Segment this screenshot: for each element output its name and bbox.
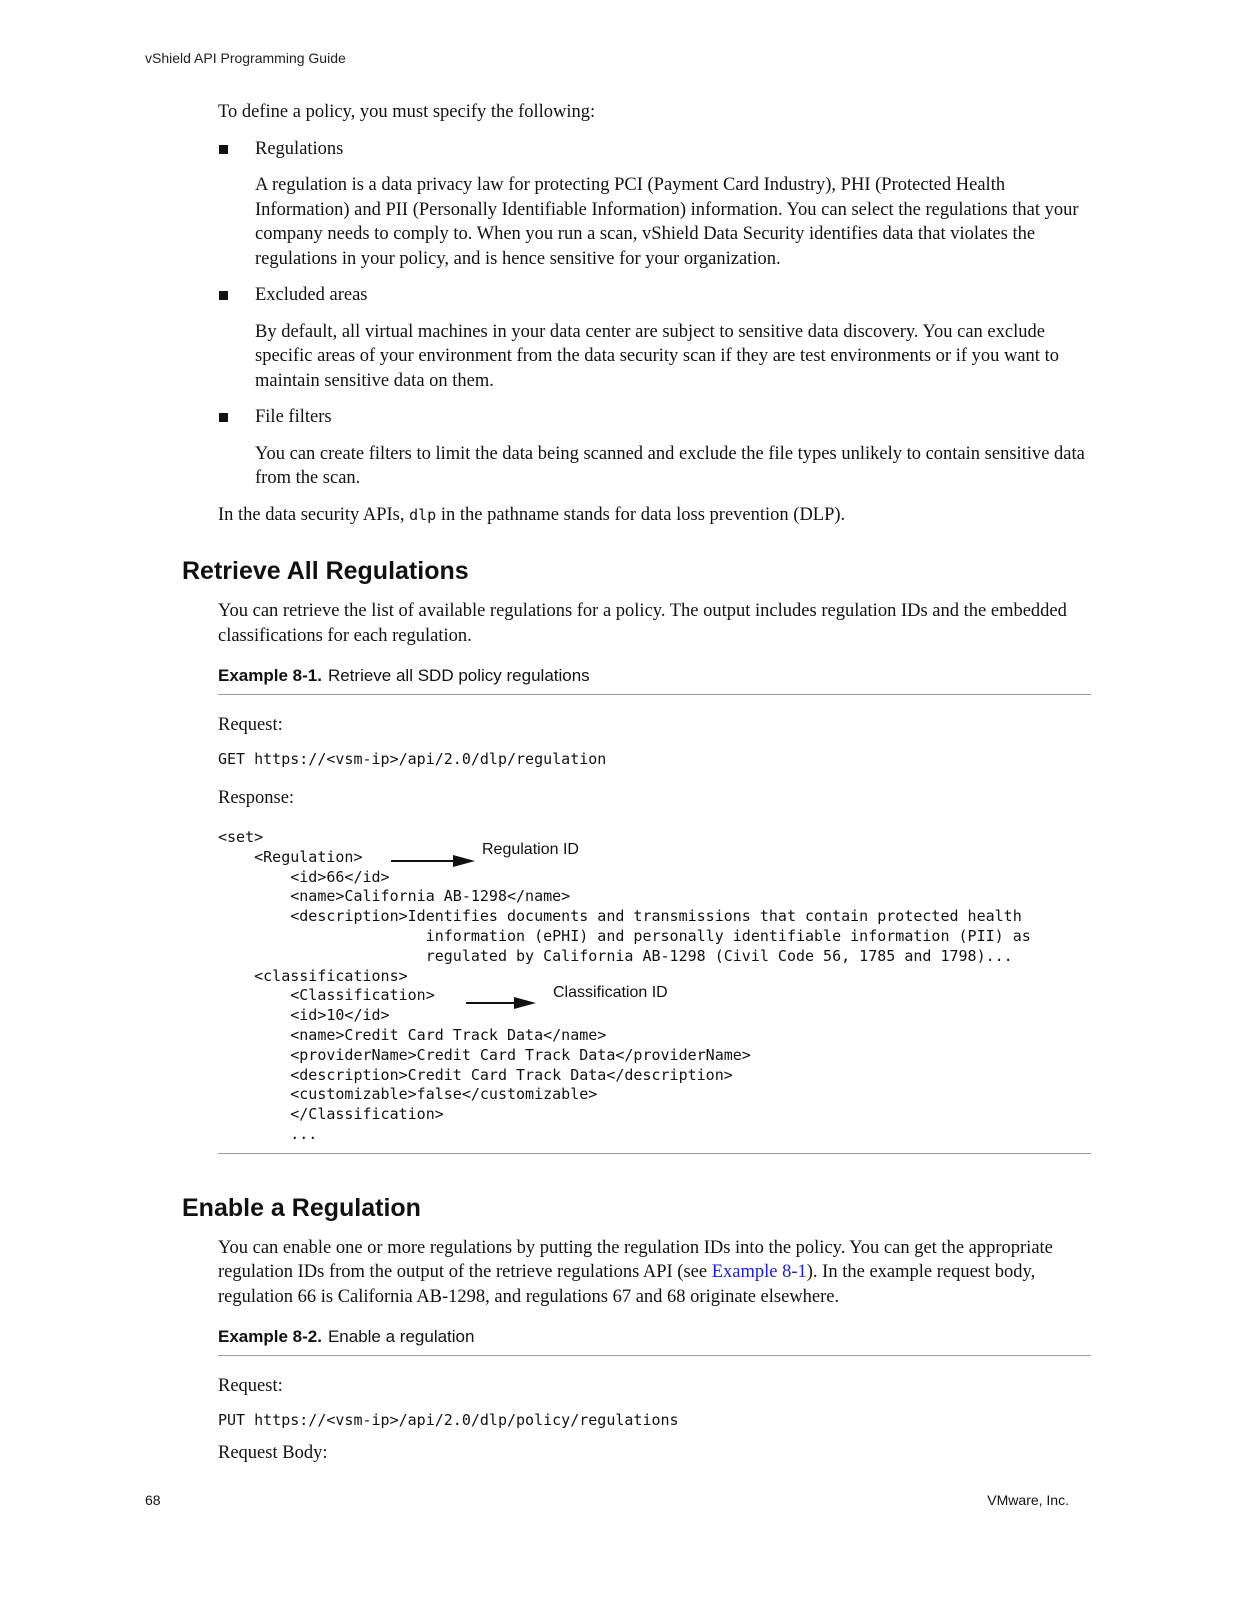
request-line: GET https://<vsm-ip>/api/2.0/dlp/regulation	[218, 749, 607, 768]
dlp-note-after: in the pathname stands for data loss prevention (DLP).	[436, 504, 846, 525]
dlp-note-before: In the data security APIs,	[218, 504, 410, 525]
bullet-body: A regulation is a data privacy law for protecting PCI (Payment Card Industry), PHI (Protected Health Information) and PII (Personally Identifiable Information) information. You can select the regulations that your company needs to comply to. When you run a scan, vShield Data Security identifies data that violates the regulations in your policy, and is hence sensitive for your organization.	[255, 175, 1079, 269]
request-line: PUT https://<vsm-ip>/api/2.0/dlp/policy/regulations	[218, 1410, 679, 1429]
arrow-icon	[391, 854, 477, 868]
bullet-item-file-filters	[218, 405, 1091, 430]
intro-paragraph: To define a policy, you must specify the following:	[218, 102, 596, 122]
section-body: You can retrieve the list of available regulations for a policy. The output includes regulation IDs and the embedded classifications for each regulation.	[218, 601, 1067, 646]
bullet-item-excluded-areas	[218, 283, 1091, 308]
body-text: You can enable one or more regulations by putting the regulation IDs into the policy. You can get the appropriate regulation IDs from the output of the retrieve regulations API (see	[218, 1237, 1053, 1283]
bullet-body: You can create filters to limit the data being scanned and exclude the file types unlikely to contain sensitive data from the scan.	[255, 443, 1085, 488]
request-label: Request:	[218, 1376, 283, 1397]
footer-company: VMware, Inc.	[987, 1492, 1069, 1508]
callout-classification-id: Classification ID	[553, 984, 668, 1001]
request-label: Request:	[218, 715, 283, 735]
request-body-label: Request Body:	[218, 1442, 328, 1463]
page-content	[182, 100, 1091, 1465]
bullet-body: By default, all virtual machines in your data center are subject to sensitive data discovery. You can exclude specific areas of your environment from the data security scan if they are test environments or if you want to maintain sensitive data on them.	[255, 321, 1059, 391]
running-header: vShield API Programming Guide	[145, 50, 346, 66]
body-text: ). In the example request body, regulation 66 is California AB-1298, and regulations 67 and 68 originate elsewhere.	[218, 1262, 1036, 1307]
response-code: <set> <Regulation> <id>66</id> <name>California AB-1298</name> <description>Identifies documents and transmissions that contain protected health information (ePHI) and personally identifiable information (PII) as regulated by California AB-1298 (Civil Code 56, 1785 and 1798)... <classifications> <Classification> <id>10</id> <name>Credit Card Track Data</name> <providerName>Credit Card Track Data</providerName> <description>Credit Card Track Data</description> <customizable>false</customizable> </Classification> ...	[218, 828, 1031, 1143]
example-caption	[218, 1327, 1091, 1356]
example-8-1-link[interactable]: Example 8-1	[711, 1262, 807, 1283]
bullet-title: Regulations	[255, 138, 344, 159]
example-title: Enable a regulation	[327, 1327, 475, 1347]
square-bullet-icon	[219, 413, 228, 422]
example-label: Example 8-2.	[218, 1327, 322, 1347]
response-label: Response:	[218, 787, 295, 808]
example-title: Retrieve all SDD policy regulations	[327, 666, 590, 685]
bullet-title: Excluded areas	[255, 285, 368, 305]
section-heading-retrieve: Retrieve All Regulations	[182, 557, 469, 585]
square-bullet-icon	[219, 145, 228, 154]
dlp-note	[218, 503, 1091, 528]
response-code-block	[218, 828, 1091, 1154]
bullet-title: File filters	[255, 407, 332, 427]
bullet-item-regulations	[218, 137, 1091, 162]
section-heading-enable: Enable a Regulation	[182, 1193, 421, 1222]
example-label: Example 8-1.	[218, 666, 322, 685]
page-number: 68	[145, 1492, 161, 1508]
square-bullet-icon	[219, 291, 228, 300]
example-caption	[218, 666, 1091, 695]
dlp-code: dlp	[409, 505, 437, 524]
section-body	[218, 1236, 1091, 1310]
arrow-icon	[466, 996, 538, 1010]
callout-regulation-id: Regulation ID	[482, 841, 579, 858]
